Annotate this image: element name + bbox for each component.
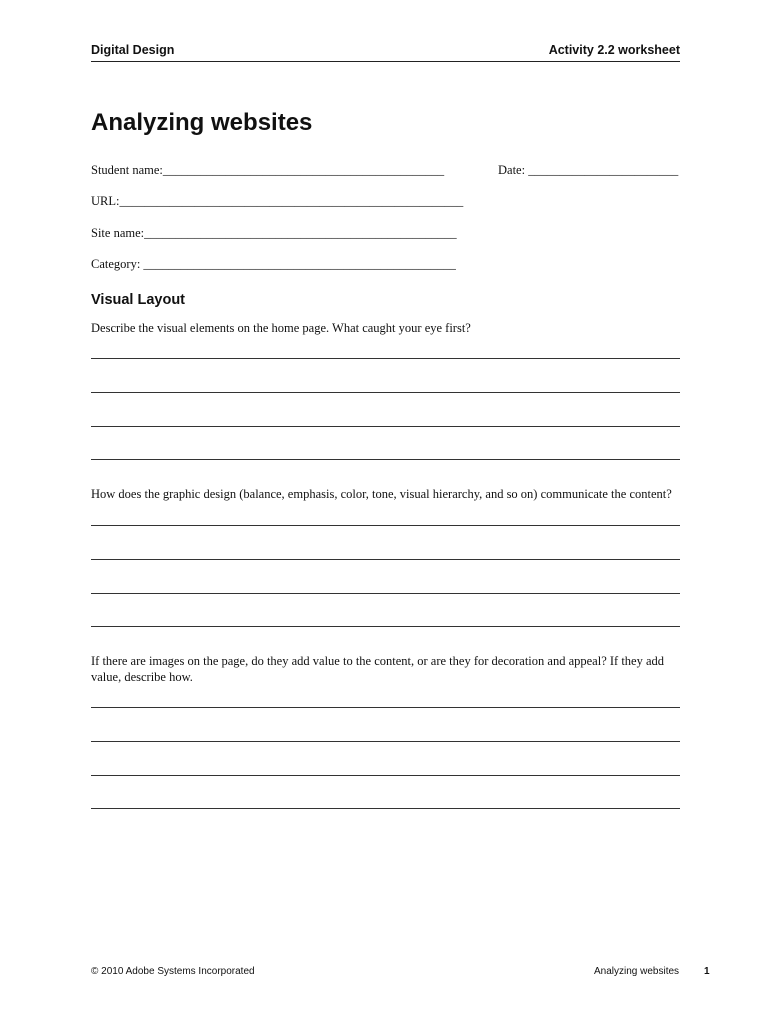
page-title: Analyzing websites: [91, 109, 313, 136]
answer-line: [91, 593, 680, 594]
site-name-field: Site name:__________________________________________________: [91, 226, 457, 240]
answer-line: [91, 392, 680, 393]
answer-line: [91, 626, 680, 627]
footer-doc-title: Analyzing websites: [594, 966, 680, 977]
answer-line: [91, 358, 680, 359]
category-field: Category: __________________________________________________: [91, 257, 456, 271]
page-number: 1: [704, 966, 710, 977]
header-activity: Activity 2.2 worksheet: [548, 43, 680, 57]
question-1: Describe the visual elements on the home page. What caught your eye first?: [91, 321, 471, 335]
answer-line: [91, 808, 680, 809]
student-name-field: Student name:_____________________________________________: [91, 163, 445, 177]
header-divider: [91, 61, 680, 62]
answer-line: [91, 525, 680, 526]
answer-line: [91, 559, 680, 560]
answer-line: [91, 741, 680, 742]
section-heading: Visual Layout: [91, 292, 186, 308]
answer-line: [91, 707, 680, 708]
question-3: If there are images on the page, do they add value to the content, or are they for decoration and appeal? If they add value, describe how.: [91, 654, 665, 684]
url-field: URL:_______________________________________________________: [91, 194, 464, 208]
question-2: How does the graphic design (balance, emphasis, color, tone, visual hierarchy, and so on) communicate the content?: [91, 487, 672, 501]
header-course: Digital Design: [91, 43, 175, 57]
date-field: Date: ________________________: [498, 163, 679, 177]
answer-line: [91, 426, 680, 427]
answer-line: [91, 459, 680, 460]
footer-copyright: © 2010 Adobe Systems Incorporated: [91, 966, 255, 977]
answer-line: [91, 775, 680, 776]
